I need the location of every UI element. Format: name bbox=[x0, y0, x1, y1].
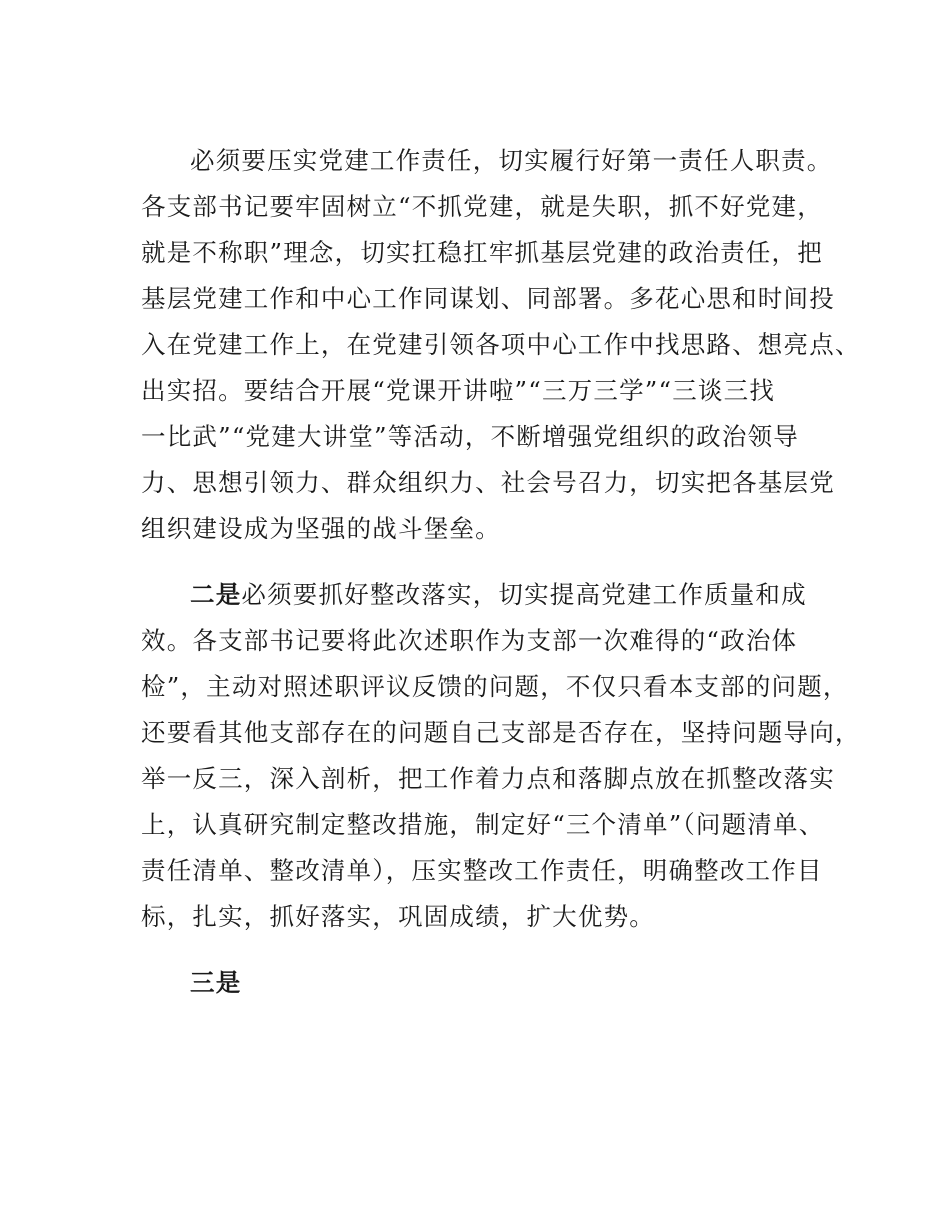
text-line bbox=[190, 580, 807, 610]
text-line bbox=[190, 968, 241, 998]
paragraph-lead: 三是 bbox=[190, 968, 242, 997]
text-line: 上，认真研究制定整改措施，制定好“三个清单”（问题清单、 bbox=[141, 810, 825, 839]
text-line: 效。各支部书记要将此次述职作为支部一次难得的“政治体 bbox=[141, 626, 798, 655]
text-line: 必须要压实党建工作责任，切实履行好第一责任人职责。 bbox=[190, 146, 833, 175]
text-line: 入在党建工作上，在党建引领各项中心工作中找思路、想亮点、 bbox=[141, 330, 861, 359]
paragraph-lead: 二是 bbox=[190, 580, 242, 609]
text-line: 基层党建工作和中心工作同谋划、同部署。多花心思和时间投 bbox=[141, 284, 835, 313]
text-line: 力、思想引领力、群众组织力、社会号召力，切实把各基层党 bbox=[141, 468, 835, 497]
text-line: 举一反三，深入剖析，把工作着力点和落脚点放在抓整改落实 bbox=[141, 764, 835, 793]
text-line: 就是不称职”理念，切实扛稳扛牢抓基层党建的政治责任，把 bbox=[141, 238, 823, 267]
text-line: 还要看其他支部存在的问题自己支部是否存在，坚持问题导向， bbox=[141, 718, 861, 747]
text-line: 出实招。要结合开展“党课开讲啦”“三万三学”“三谈三找 bbox=[141, 376, 776, 405]
text-line: 各支部书记要牢固树立“不抓党建，就是失职，抓不好党建， bbox=[141, 192, 823, 221]
text-line: 责任清单、整改清单），压实整改工作责任，明确整改工作目 bbox=[141, 856, 823, 885]
text-line: 检”，主动对照述职评议反馈的问题，不仅只看本支部的问题， bbox=[141, 672, 849, 701]
text-line: 组织建设成为坚强的战斗堡垒。 bbox=[141, 514, 501, 543]
text-line: 标，扎实，抓好落实，巩固成绩，扩大优势。 bbox=[141, 902, 655, 931]
text-line: 一比武”“党建大讲堂”等活动，不断增强党组织的政治领导 bbox=[141, 422, 799, 451]
text-line-rest: 必须要抓好整改落实，切实提高党建工作质量和成 bbox=[241, 580, 807, 609]
